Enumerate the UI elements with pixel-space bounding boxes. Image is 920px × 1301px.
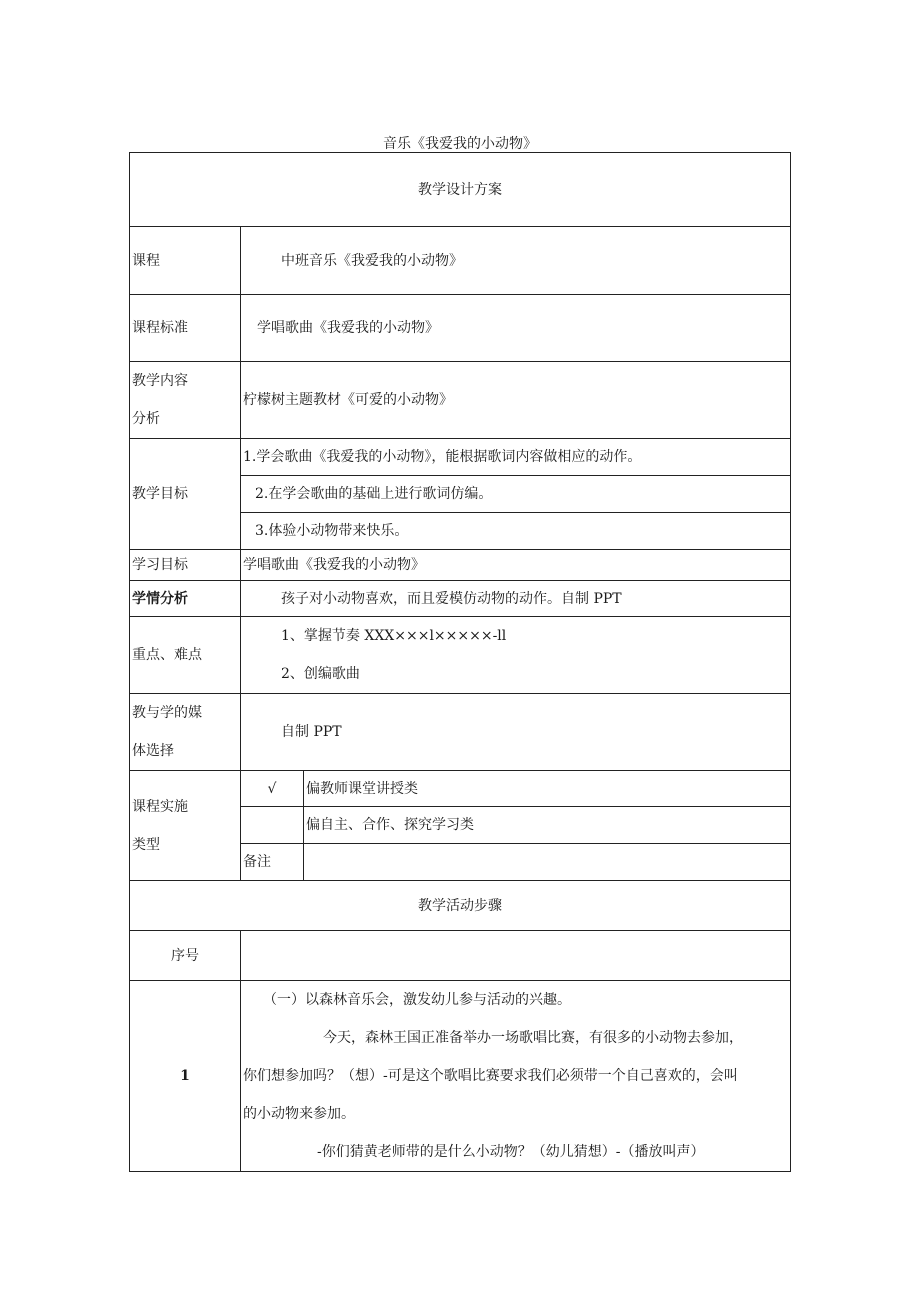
content-label — [130, 362, 241, 439]
type-label — [130, 771, 241, 881]
media-label-line-2: 体选择 — [132, 743, 174, 759]
situation-label: 学情分析 — [130, 581, 241, 617]
table-row — [130, 694, 791, 771]
table-row — [130, 439, 791, 476]
plan-header: 教学设计方案 — [130, 153, 791, 227]
table-row — [130, 227, 791, 295]
media-label — [130, 694, 241, 771]
table-row — [130, 771, 791, 807]
media-value: 自制 PPT — [241, 694, 791, 771]
key-points — [241, 617, 791, 694]
step-line-1: （一）以森林音乐会，激发幼儿参与活动的兴趣。 — [263, 992, 571, 1008]
step-content — [241, 981, 791, 1172]
goals-label: 教学目标 — [130, 439, 241, 550]
content-value: 柠檬树主题教材《可爱的小动物》 — [241, 362, 791, 439]
step-number: 1 — [130, 981, 241, 1172]
key-label: 重点、难点 — [130, 617, 241, 694]
table-row — [130, 617, 791, 694]
table-row — [130, 931, 791, 981]
table-row — [130, 581, 791, 617]
standard-label: 课程标准 — [130, 295, 241, 362]
table-row — [130, 550, 791, 581]
table-row — [130, 362, 791, 439]
course-label: 课程 — [130, 227, 241, 295]
lesson-plan-table — [129, 152, 791, 1172]
step-line-2: 今天，森林王国正准备举办一场歌唱比赛，有很多的小动物去参加， — [323, 1030, 743, 1046]
learning-value: 学唱歌曲《我爱我的小动物》 — [241, 550, 791, 581]
goal-item-1: 1.学会歌曲《我爱我的小动物》，能根据歌词内容做相应的动作。 — [241, 439, 791, 476]
media-label-line-1: 教与学的媒 — [132, 705, 202, 721]
table-row — [130, 981, 791, 1172]
type-label-line-1: 课程实施 — [132, 798, 188, 815]
seq-value — [241, 931, 791, 981]
step-line-4: 的小动物来参加。 — [243, 1106, 355, 1122]
step-line-5: -你们猜黄老师带的是什么小动物？（幼儿猜想）-（播放叫声） — [317, 1144, 705, 1160]
remark-value — [304, 844, 791, 881]
goal-item-2: 2.在学会歌曲的基础上进行歌词仿编。 — [241, 476, 791, 513]
remark-label: 备注 — [241, 844, 304, 881]
table-row — [130, 153, 791, 227]
seq-label: 序号 — [130, 931, 241, 981]
steps-header: 教学活动步骤 — [130, 881, 791, 931]
key-point-2: 2、创编歌曲 — [281, 666, 360, 682]
content-label-line-1: 教学内容 — [132, 373, 188, 389]
type-option-2-check — [241, 807, 304, 844]
type-option-2: 偏自主、合作、探究学习类 — [304, 807, 791, 844]
course-value: 中班音乐《我爱我的小动物》 — [241, 227, 791, 295]
learning-label: 学习目标 — [130, 550, 241, 581]
goal-item-3: 3.体验小动物带来快乐。 — [241, 513, 791, 550]
situation-value: 孩子对小动物喜欢，而且爱模仿动物的动作。自制 PPT — [241, 581, 791, 617]
standard-value: 学唱歌曲《我爱我的小动物》 — [241, 295, 791, 362]
type-label-line-2: 类型 — [132, 836, 160, 853]
table-row — [130, 881, 791, 931]
key-point-1: 1、掌握节奏 XXX×××l×××××-ll — [281, 628, 507, 644]
table-row — [130, 295, 791, 362]
content-label-line-2: 分析 — [132, 411, 160, 427]
type-checkmark: √ — [241, 771, 304, 807]
type-option-1: 偏教师课堂讲授类 — [304, 771, 791, 807]
step-line-3: 你们想参加吗？（想）-可是这个歌唱比赛要求我们必须带一个自己喜欢的，会叫 — [243, 1068, 738, 1084]
document-title: 音乐《我爱我的小动物》 — [383, 136, 537, 152]
